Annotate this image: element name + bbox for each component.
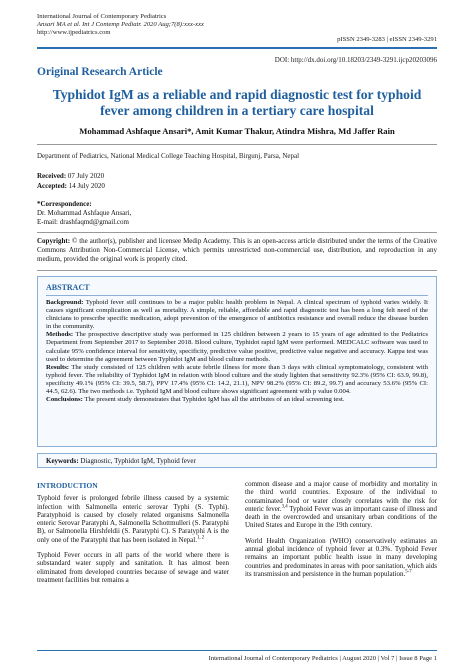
paragraph [245,480,437,530]
correspondence-name: Dr. Mohammad Ashfaque Ansari, [37,209,132,218]
article-title: Typhidot IgM as a reliable and rapid diagnostic test for typhoid fever among children in a tertiary care hospital [52,87,422,118]
copyright-label: Copyright: [37,237,71,245]
body-column-right [245,480,437,585]
abstract-box [37,276,437,447]
reference-citation[interactable]: 1, 2 [197,535,205,541]
accepted-row [37,182,105,192]
article-type: Original Research Article [37,66,163,78]
background-label: Background: [46,299,84,306]
keywords-text: Diagnostic, Typhidot IgM, Typhoid fever [80,457,196,465]
authors-divider [37,144,437,145]
keywords-label: Keywords: [46,457,79,465]
methods-text: The prospective descriptive study was performed in 125 children between 2 years to 15 years of age admitted to the Pediatrics Department from September 2017 to September 2018. Blood culture, Typhidot rapid IgM were performed. MEDCALC software was used to calculate 95% confidence interval for sensitivity, specificity, predictive value positive, predictive value negative and accuracy. Kappa test was used to determine the agreement between Typhidot IgM and blood culture methods. [46,331,428,363]
citation: Ansari MA et al. Int J Contemp Pediatr. 2020 Aug;7(8):xxx-xxx [37,21,204,28]
copyright-divider-top [37,232,437,233]
results-text: The study consisted of 125 children with acute febrile illness for more than 3 days with clinical symptomatology, consistent with typhoid fever. The reliability of Typhidot IgM in relation with blood culture and the study lighten that sensitivity 92.3% (95% CI: 63.9, 99.8), specificity 49.1% (95% CI: 39.5, 58.7), PPV 17.4% (95% CI: 14.2, 21.1), NPV 98.2% (95% CI: 89.2, 99.7) and accuracy 53.6% (95% CI: 44.5, 62.6). The two methods i.e. Typhoid IgM and blood culture shows significant agreement with p value 0.004. [46,363,428,396]
keywords-box [37,453,437,468]
correspondence-label: *Correspondence: [37,200,92,208]
abstract-results [46,364,428,396]
journal-header [37,13,204,37]
page-footer: International Journal of Contemporary Pediatrics | August 2020 | Vol 7 | Issue 8 Page 1 [208,655,437,662]
abstract-conclusions [46,396,428,404]
methods-label: Methods: [46,331,74,339]
conclusions-label: Conclusions: [46,396,83,404]
author-list: Mohammad Ashfaque Ansari*, Amit Kumar Thakur, Atindra Mishra, Md Jaffer Rain [79,126,395,136]
reference-citation[interactable]: 5-7 [405,569,412,575]
header-divider [37,47,437,49]
abstract-methods [46,331,428,363]
issn: pISSN 2349-3283 | eISSN 2349-3291 [337,36,437,43]
abstract-background [46,299,428,331]
accepted-label: Accepted: [37,181,67,190]
introduction-heading: INTRODUCTION [37,481,98,490]
reference-citation[interactable]: 3,4 [281,504,288,510]
paragraph-text: World Health Organization (WHO) conservatively estimates an annual global incidence of typhoid fever at 0.3%. Typhoid Fever remains an important public health issue in many developing countries and predominates in areas with poor sanitation, which aids its transmission and persistence in the human population. [245,536,437,578]
correspondence [37,200,131,228]
copyright-text: © the author(s), publisher and licensee Medip Academy. This is an open-access article distributed under the terms of the Creative Commons Attribution Non-Commercial License, which permits unrestricted non-commercial use, distribution, and reproduction in any medium, provided the original work is properly cited. [37,237,437,263]
paragraph-text: common disease and a major cause of morbidity and mortality in the third world countries. Exposure of the individual to contaminated food or water closely correlates with the risk for enteric fever. [245,480,437,513]
paragraph-text: Typhoid Fever occurs in all parts of the world where there is substandard water supply and sanitation. It has almost been eliminated from developed countries because of sewage and water treatment facilities but remains a [37,551,229,584]
paragraph-text: Typhoid Fever was an important cause of illness and death in the overcrowded and unsanitary urban conditions of the United States and Europe in the 19th century. [245,504,437,530]
article-dates [37,172,105,191]
received-row [37,172,105,182]
copyright-notice [37,237,437,264]
footer-divider [37,650,437,651]
body-column-left [37,480,229,591]
correspondence-email[interactable]: E-mail: drashfaqmd@gmail.com [37,218,129,227]
accepted-date: 14 July 2020 [68,181,105,190]
paragraph [37,551,229,584]
paragraph [37,494,229,544]
conclusions-text: The present study demonstrates that Typhidot IgM has all the attributes of an ideal screening test. [84,396,345,404]
results-label: Results: [46,363,70,371]
abstract-body [46,299,428,404]
received-date: 07 July 2020 [67,172,105,180]
paragraph-text: Typhoid fever is prolonged febrile illness caused by a systemic infection with Salmonella enteric serovar Typhi (S. Typhi). Paratyphoid is caused by closely related organisms Salmonella enteric Serovar Paratyphi A, Salmonella Schottmulleri (S. Paratyphi B), or Salmonella Hirshfeldii (S. Paratyphi C). S Paratyphi A is the only one of the Paratyphi that has been isolated in Nepal. [37,494,229,544]
copyright-divider-bottom [37,270,437,271]
background-text: Typhoid fever still continues to be a major public health problem in Nepal. A clinical spectrum of typhoid varies widely. It causes significant complication as well as mortality. A simple, reliable, affordable and rapid diagnostic test has been a long felt need of the clinicians to prescribe specific medication, adopt prevention of the emergence of antibiotics resistance and overall reduce the disease burden in the community. [46,299,428,331]
received-label: Received: [37,172,67,180]
abstract-divider [46,295,428,296]
paragraph [245,537,437,578]
abstract-heading: ABSTRACT [46,283,90,292]
doi-link[interactable]: DOI: http://dx.doi.org/10.18203/2349-3291.ijcp20203096 [274,56,437,64]
journal-url[interactable]: http://www.ijpediatrics.com [37,29,111,36]
affiliation: Department of Pediatrics, National Medical College Teaching Hospital, Birgunj, Parsa, Nepal [37,152,300,160]
journal-name: International Journal of Contemporary Pediatrics [37,13,167,20]
